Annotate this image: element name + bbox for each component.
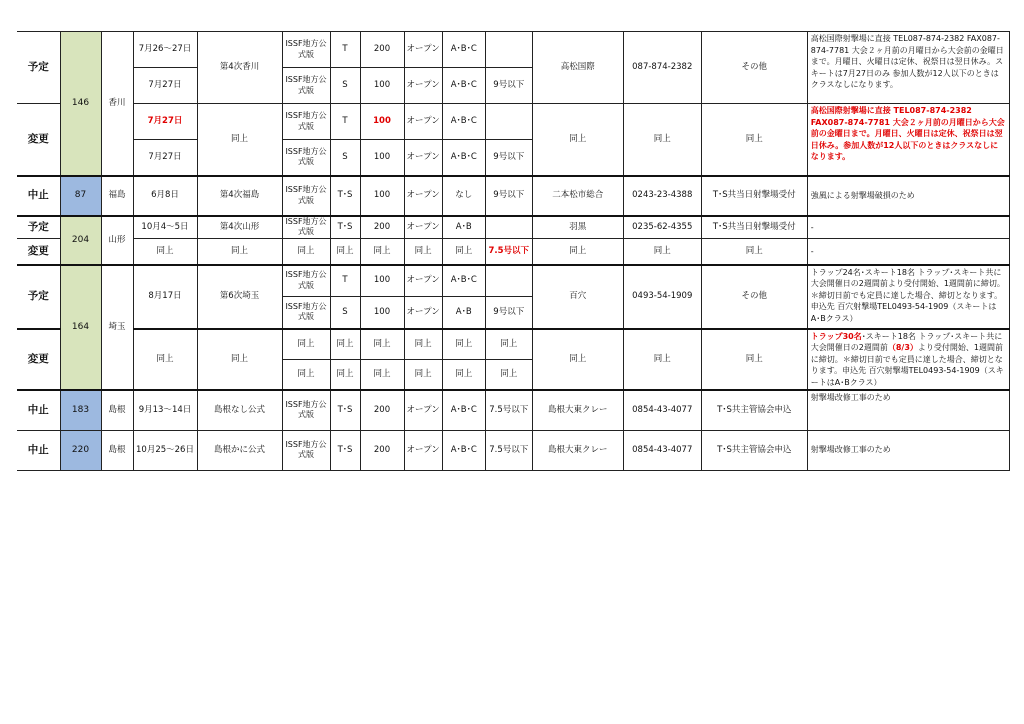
date: 同上: [133, 239, 197, 265]
phone: 087-874-2382: [623, 32, 701, 104]
open-class: オープン: [404, 216, 442, 239]
shot-size: [485, 216, 532, 239]
phone: 0235-62-4355: [623, 216, 701, 239]
discipline: T･S: [330, 430, 360, 470]
entry-method: T･S共主管協会申込: [701, 390, 807, 430]
category: 同上: [282, 329, 330, 360]
classes: A･B･C: [442, 104, 485, 140]
event-number: 220: [60, 430, 101, 470]
discipline: T･S: [330, 216, 360, 239]
date: 7月27日: [133, 104, 197, 140]
targets: 100: [360, 140, 404, 176]
discipline: T: [330, 32, 360, 68]
discipline: T･S: [330, 176, 360, 216]
status-label: 中止: [17, 430, 60, 470]
date: 6月8日: [133, 176, 197, 216]
shot-size: 9号以下: [485, 140, 532, 176]
discipline: 同上: [330, 359, 360, 390]
venue: 二本松市総合: [532, 176, 623, 216]
discipline: 同上: [330, 239, 360, 265]
venue: 高松国際: [532, 32, 623, 104]
remarks-changed-date: （8/3）: [887, 343, 918, 352]
venue: 百穴: [532, 265, 623, 329]
remarks: 射撃場改修工事のため: [807, 430, 1009, 470]
category: ISSF地方公式版: [282, 104, 330, 140]
event-name: 島根なし公式: [197, 390, 282, 430]
event-name: 第6次埼玉: [197, 265, 282, 329]
prefecture: 香川: [101, 32, 133, 176]
targets: 同上: [360, 359, 404, 390]
event-number: 183: [60, 390, 101, 430]
shot-size: 7.5号以下: [485, 430, 532, 470]
date: 10月25～26日: [133, 430, 197, 470]
category: 同上: [282, 359, 330, 390]
open-class: オープン: [404, 32, 442, 68]
date: 7月27日: [133, 140, 197, 176]
shot-size: 7.5号以下: [485, 390, 532, 430]
targets: 200: [360, 216, 404, 239]
entry-method: T･S共当日射撃場受付: [701, 216, 807, 239]
shot-size: 9号以下: [485, 176, 532, 216]
phone: 0854-43-4077: [623, 430, 701, 470]
prefecture: 山形: [101, 216, 133, 265]
event-name: 同上: [197, 239, 282, 265]
discipline: 同上: [330, 329, 360, 360]
remarks: 高松国際射撃場に直接 TEL087-874-2382 FAX087-874-7781 大会２ヶ月前の月曜日から大会前の金曜日まで。月曜日、火曜日は定休、祝祭日は翌日休み。参加人数が12人以下のときはクラスなしになります。: [807, 104, 1009, 176]
remarks: -: [807, 239, 1009, 265]
date: 10月4～5日: [133, 216, 197, 239]
open-class: 同上: [404, 359, 442, 390]
prefecture: 福島: [101, 176, 133, 216]
classes: 同上: [442, 359, 485, 390]
status-label: 変更: [17, 329, 60, 391]
venue: 島根大東クレー: [532, 430, 623, 470]
category: ISSF地方公式版: [282, 68, 330, 104]
table-row: [17, 430, 1009, 470]
open-class: オープン: [404, 390, 442, 430]
event-number: 204: [60, 216, 101, 265]
discipline: S: [330, 297, 360, 329]
entry-method: 同上: [701, 239, 807, 265]
remarks: トラップ24名･スキート18名 トラップ･スキート共に大会開催日の2週間前より受付開始、1週間前に締切。＊締切日前でも定員に達した場合、締切となります。申込先 百穴射撃場TEL0493-54-1909（スキートはA･Bクラス）: [807, 265, 1009, 329]
targets: 100: [360, 176, 404, 216]
discipline: S: [330, 68, 360, 104]
classes: A･B･C: [442, 32, 485, 68]
schedule-change-table: [17, 31, 1010, 471]
open-class: オープン: [404, 176, 442, 216]
phone: 同上: [623, 329, 701, 391]
table-row: [17, 32, 1009, 68]
event-number: 87: [60, 176, 101, 216]
category: 同上: [282, 239, 330, 265]
category: ISSF地方公式版: [282, 430, 330, 470]
date: 8月17日: [133, 265, 197, 329]
entry-method: その他: [701, 265, 807, 329]
shot-size: 9号以下: [485, 68, 532, 104]
category: ISSF地方公式版: [282, 216, 330, 239]
remarks: [807, 329, 1009, 391]
table-row: [17, 216, 1009, 239]
event-name: 同上: [197, 329, 282, 391]
entry-method: 同上: [701, 329, 807, 391]
classes: A･B･C: [442, 390, 485, 430]
category: ISSF地方公式版: [282, 390, 330, 430]
event-name: 同上: [197, 104, 282, 176]
entry-method: T･S共当日射撃場受付: [701, 176, 807, 216]
remarks: -: [807, 216, 1009, 239]
classes: A･B: [442, 216, 485, 239]
classes: 同上: [442, 329, 485, 360]
category: ISSF地方公式版: [282, 32, 330, 68]
venue: 羽黒: [532, 216, 623, 239]
discipline: S: [330, 140, 360, 176]
phone: 0243-23-4388: [623, 176, 701, 216]
classes: A･B･C: [442, 430, 485, 470]
classes: A･B: [442, 297, 485, 329]
table-row: [17, 390, 1009, 430]
prefecture: 埼玉: [101, 265, 133, 391]
phone: 0493-54-1909: [623, 265, 701, 329]
venue: 同上: [532, 239, 623, 265]
table-row: [17, 176, 1009, 216]
venue: 同上: [532, 104, 623, 176]
remarks: 強風による射撃場破損のため: [807, 176, 1009, 216]
remarks-text: ･スキート18名 トラップ･スキート共に大会開催日の2週間前: [810, 331, 1003, 352]
open-class: オープン: [404, 265, 442, 297]
event-name: 第4次山形: [197, 216, 282, 239]
phone: 0854-43-4077: [623, 390, 701, 430]
open-class: 同上: [404, 329, 442, 360]
targets: 同上: [360, 239, 404, 265]
table-row: [17, 329, 1009, 360]
shot-size: [485, 32, 532, 68]
shot-size: 同上: [485, 329, 532, 360]
discipline: T: [330, 104, 360, 140]
status-label: 予定: [17, 216, 60, 239]
category: ISSF地方公式版: [282, 297, 330, 329]
discipline: T: [330, 265, 360, 297]
phone: 同上: [623, 104, 701, 176]
event-name: 第4次福島: [197, 176, 282, 216]
classes: A･B･C: [442, 68, 485, 104]
shot-size: [485, 104, 532, 140]
date: 同上: [133, 329, 197, 391]
targets: 200: [360, 430, 404, 470]
shot-size: [485, 265, 532, 297]
classes: 同上: [442, 239, 485, 265]
date: 7月27日: [133, 68, 197, 104]
targets: 100: [360, 104, 404, 140]
classes: A･B･C: [442, 265, 485, 297]
shot-size: 7.5号以下: [485, 239, 532, 265]
table-row: [17, 104, 1009, 140]
targets: 同上: [360, 329, 404, 360]
event-name: 第4次香川: [197, 32, 282, 104]
entry-method: T･S共主管協会申込: [701, 430, 807, 470]
remarks: 射撃場改修工事のため: [807, 390, 1009, 430]
status-label: 中止: [17, 390, 60, 430]
event-number: 146: [60, 32, 101, 176]
prefecture: 島根: [101, 390, 133, 430]
status-label: 予定: [17, 32, 60, 104]
category: ISSF地方公式版: [282, 265, 330, 297]
category: ISSF地方公式版: [282, 176, 330, 216]
targets: 200: [360, 32, 404, 68]
open-class: オープン: [404, 104, 442, 140]
shot-size: 同上: [485, 359, 532, 390]
open-class: オープン: [404, 68, 442, 104]
open-class: オープン: [404, 297, 442, 329]
entry-method: 同上: [701, 104, 807, 176]
open-class: オープン: [404, 140, 442, 176]
open-class: 同上: [404, 239, 442, 265]
open-class: オープン: [404, 430, 442, 470]
prefecture: 島根: [101, 430, 133, 470]
status-label: 予定: [17, 265, 60, 329]
venue: 同上: [532, 329, 623, 391]
remarks-text: より受付開始、1週間前に締切。＊締切日前でも定員に達した場合、締切となります。申込先 百穴射撃場TEL0493-54-1909（スキートはA･Bクラス）: [810, 343, 1004, 387]
date: 7月26～27日: [133, 32, 197, 68]
table-row: [17, 239, 1009, 265]
venue: 島根大東クレー: [532, 390, 623, 430]
status-label: 変更: [17, 104, 60, 176]
remarks-changed-capacity: トラップ30名: [810, 331, 862, 341]
event-name: 島根かに公式: [197, 430, 282, 470]
status-label: 中止: [17, 176, 60, 216]
entry-method: その他: [701, 32, 807, 104]
classes: A･B･C: [442, 140, 485, 176]
category: ISSF地方公式版: [282, 140, 330, 176]
table-row: [17, 265, 1009, 297]
targets: 200: [360, 390, 404, 430]
shot-size: 9号以下: [485, 297, 532, 329]
classes: なし: [442, 176, 485, 216]
phone: 同上: [623, 239, 701, 265]
discipline: T･S: [330, 390, 360, 430]
remarks: 高松国際射撃場に直接 TEL087-874-2382 FAX087-874-7781 大会２ヶ月前の月曜日から大会前の金曜日まで。月曜日、火曜日は定休、祝祭日は翌日休み。スキートは7月27日のみ 参加人数が12人以下のときはクラスなしになります。: [807, 32, 1009, 104]
targets: 100: [360, 68, 404, 104]
date: 9月13～14日: [133, 390, 197, 430]
status-label: 変更: [17, 239, 60, 265]
targets: 100: [360, 297, 404, 329]
event-number: 164: [60, 265, 101, 391]
targets: 100: [360, 265, 404, 297]
